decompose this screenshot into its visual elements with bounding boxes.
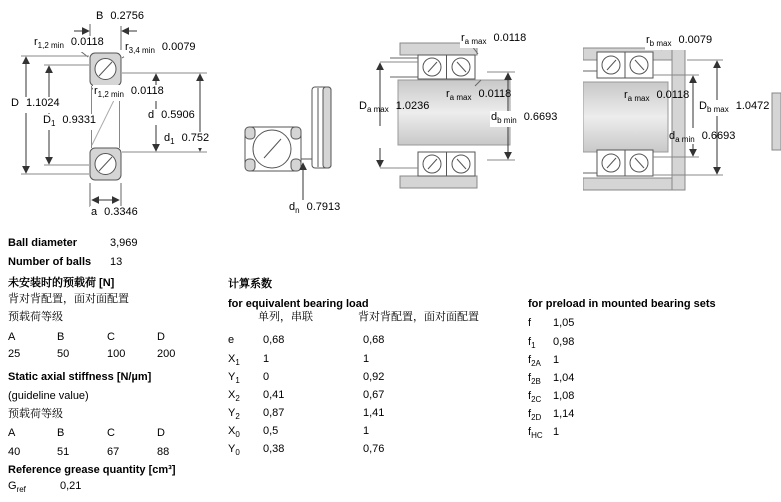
preload-factor-symbol: f — [528, 317, 532, 329]
preload-factor-value: 1,05 — [553, 317, 575, 329]
calc-col1-header: 单列，串联 — [258, 311, 313, 323]
ball-diameter-label: Ball diameter — [8, 237, 78, 249]
factor-value: 0,92 — [363, 371, 385, 383]
factor-value: 0,68 — [363, 334, 385, 346]
dim-rb-max: $r_{b max}$ 0.0079 — [646, 34, 713, 49]
preload-factor-value: 1 — [553, 354, 560, 366]
dim-ra-max: $r_{a max}$ 0.0118 — [624, 89, 690, 104]
factor-value: 0,68 — [263, 334, 285, 346]
dim-da-min: $d_{a min}$ 0.6693 — [669, 130, 736, 145]
preload-factor-symbol: $f_{2D}$ — [528, 408, 542, 423]
grease-title: Reference grease quantity [cm³] — [8, 464, 176, 476]
ball-diameter-value: 3,969 — [110, 237, 138, 249]
factor-symbol: $Y_1$ — [228, 371, 240, 386]
factor-value: 0,76 — [363, 443, 385, 455]
preload-class-label: 预载荷等级 — [8, 311, 63, 323]
factor-symbol: $Y_0$ — [228, 443, 240, 458]
dim-d: d 0.5906 — [147, 109, 196, 125]
preload-factor-symbol: $f_{2C}$ — [528, 390, 542, 405]
factor-value: 1 — [363, 425, 370, 437]
number-of-balls-label: Number of balls — [8, 256, 92, 268]
preload-factor-value: 1,08 — [553, 390, 575, 402]
dim-Da-max: $D_{a max}$ 1.0236 — [359, 100, 430, 115]
factor-value: 0,41 — [263, 389, 285, 401]
stiffness-header: A — [8, 427, 16, 439]
dim-dn: $d_n$ 0.7913 — [289, 201, 341, 216]
preload-value: 200 — [157, 348, 176, 360]
calc-col2-header: 背对背配置，面对面配置 — [358, 311, 479, 323]
preload-factor-symbol: $f_{2B}$ — [528, 372, 541, 387]
stiffness-header: C — [107, 427, 115, 439]
dim-D: D 1.1024 — [10, 97, 61, 113]
dim-ra-max-top: $r_{a max}$ 0.0118 — [461, 32, 527, 47]
factor-value: 1,41 — [363, 407, 385, 419]
factor-symbol: $X_2$ — [228, 389, 240, 404]
factor-symbol: $X_0$ — [228, 425, 240, 440]
dim-a: a 0.3346 — [90, 206, 139, 222]
factor-value: 0,67 — [363, 389, 385, 401]
bearing-pair-housing-drawing — [583, 25, 781, 225]
number-of-balls-value: 13 — [110, 256, 123, 268]
preload-header: B — [57, 331, 65, 343]
factor-value: 0 — [263, 371, 270, 383]
stiffness-value: 40 — [8, 446, 21, 458]
preload-factor-symbol: $f_{2A}$ — [528, 354, 541, 369]
dim-db-min: $d_{b min}$ 0.6693 — [491, 111, 558, 126]
factor-value: 0,5 — [263, 425, 279, 437]
dim-ra-max-mid: $r_{a max}$ 0.0118 — [446, 88, 512, 103]
dim-r12-mid: $r_{1,2 min}$ 0.0118 — [94, 85, 164, 100]
factor-symbol: $Y_2$ — [228, 407, 240, 422]
stiffness-value: 51 — [57, 446, 70, 458]
grease-symbol: $G_{ref}$ — [8, 480, 26, 495]
stiffness-value: 67 — [107, 446, 120, 458]
stiffness-header: B — [57, 427, 65, 439]
preload-value: 50 — [57, 348, 70, 360]
factor-value: 0,38 — [263, 443, 285, 455]
preload-factor-value: 1,04 — [553, 372, 575, 384]
preload-value: 25 — [8, 348, 21, 360]
preload-factor-symbol: $f_{HC}$ — [528, 426, 543, 441]
calc-factors-title: 计算系数 — [228, 278, 272, 290]
stiffness-title: Static axial stiffness [N/µm] — [8, 371, 152, 383]
dim-r34: $r_{3,4 min}$ 0.0079 — [125, 41, 196, 56]
factor-value: 0,87 — [263, 407, 285, 419]
dim-D1: $D_1$ 0.9331 — [43, 114, 97, 129]
preload-unmounted-subtitle: 背对背配置，面对面配置 — [8, 293, 129, 305]
preload-header: C — [107, 331, 115, 343]
dim-d1: $d_1$ 0.752 — [164, 132, 210, 147]
preload-factors-title: for preload in mounted bearing sets — [528, 298, 716, 310]
factor-symbol: e — [228, 334, 235, 346]
factor-value: 1 — [263, 353, 270, 365]
preload-unmounted-title: 未安装时的预载荷 [N] — [8, 277, 115, 289]
factor-value: 1 — [363, 353, 370, 365]
preload-header: D — [157, 331, 165, 343]
dim-r12-top: $r_{1,2 min}$ 0.0118 — [34, 36, 104, 51]
dim-Db-max: $D_{b max}$ 1.0472 — [699, 100, 770, 115]
preload-value: 100 — [107, 348, 126, 360]
stiffness-class-label: 预载荷等级 — [8, 408, 63, 420]
stiffness-value: 88 — [157, 446, 170, 458]
calc-factors-subtitle: for equivalent bearing load — [228, 298, 369, 310]
bearing-cross-section-drawing — [0, 0, 235, 230]
preload-factor-value: 0,98 — [553, 336, 575, 348]
preload-factor-symbol: $f_1$ — [528, 336, 536, 351]
preload-factor-value: 1,14 — [553, 408, 575, 420]
preload-factor-value: 1 — [553, 426, 560, 438]
stiffness-header: D — [157, 427, 165, 439]
dim-B: B 0.2756 — [95, 10, 145, 26]
grease-value: 0,21 — [60, 480, 82, 492]
stiffness-subtitle: (guideline value) — [8, 390, 89, 402]
factor-symbol: $X_1$ — [228, 353, 240, 368]
preload-header: A — [8, 331, 16, 343]
